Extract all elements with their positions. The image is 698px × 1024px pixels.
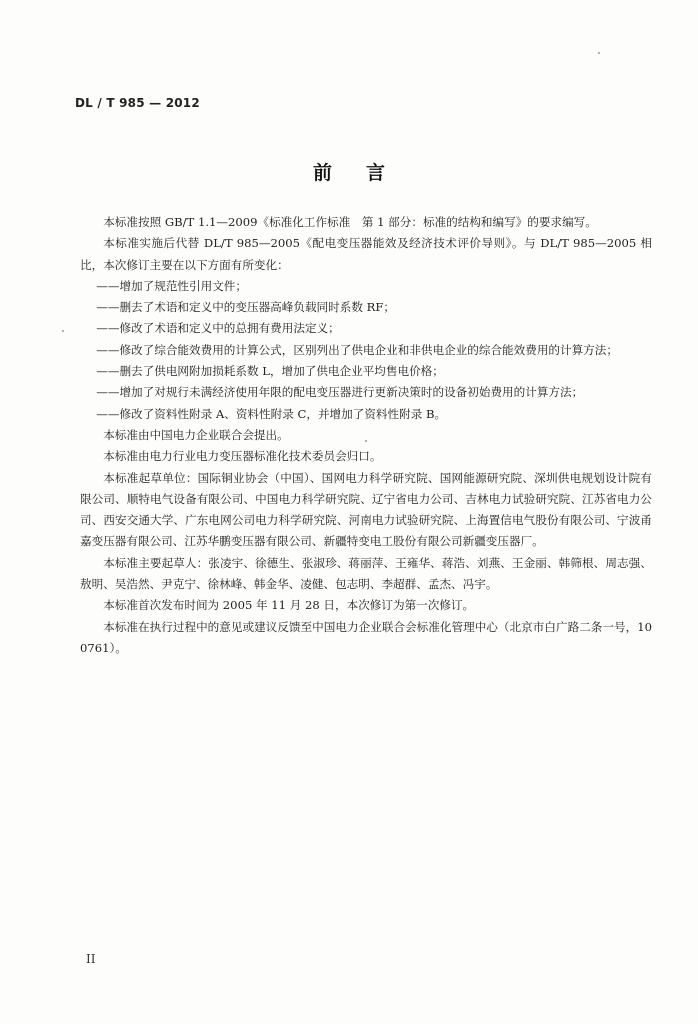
standard-code: DL / T 985 — 2012 [75, 96, 200, 110]
list-item-change: ——删去了供电网附加损耗系数 L，增加了供电企业平均售电价格； [96, 364, 444, 379]
paragraph-drafters: 本标准主要起草人：张凌宇、徐德生、张淑珍、蒋丽萍、王雍华、蒋浩、刘燕、王金丽、韩筛根、周志强、敖明、吴浩然、尹克宁、徐林峰、韩金华、凌健、包志明、李超群、孟杰、冯宇。 [80, 555, 652, 592]
paragraph-proposer: 本标准由中国电力企业联合会提出。 [103, 427, 289, 442]
page-title: 前言 [312, 162, 419, 184]
page-number: II [86, 952, 96, 966]
paragraph-feedback: 本标准在执行过程中的意见或建议反馈至中国电力企业联合会标准化管理中心（北京市白广路二条一号，100761）。 [80, 619, 652, 655]
list-item-change: ——增加了规范性引用文件； [96, 278, 247, 293]
foreword-body [80, 212, 652, 659]
paragraph-drafting-rules: 本标准按照 GB/T 1.1—2009《标准化工作标准 第 1 部分：标准的结构和编写》的要求编写。 [103, 215, 597, 229]
list-item-change: ——修改了术语和定义中的总拥有费用法定义； [96, 321, 340, 336]
list-item-change: ——修改了资料性附录 A、资料性附录 C，并增加了资料性附录 B。 [96, 406, 447, 421]
list-item-change: ——增加了对规行未满经济使用年限的配电变压器进行更新决策时的设备初始费用的计算方法； [96, 385, 584, 400]
paragraph-first-release: 本标准首次发布时间为 2005 年 11 月 28 日，本次修订为第一次修订。 [103, 598, 475, 613]
scan-speck [365, 440, 367, 442]
list-item-change: ——修改了综合能效费用的计算公式，区别列出了供电企业和非供电企业的综合能效费用的计算方法； [96, 342, 618, 357]
scan-speck [598, 52, 600, 54]
paragraph-committee: 本标准由电力行业电力变压器标准化技术委员会归口。 [103, 449, 382, 464]
scan-speck [62, 330, 64, 332]
paragraph-replaces: 本标准实施后代替 DL/T 985—2005《配电变压器能效及经济技术评价导则》。与 DL/T 985—2005 相比，本次修订主要在以下方面有所变化： [80, 236, 652, 272]
paragraph-drafting-units: 本标准起草单位：国际铜业协会（中国）、国网电力科学研究院、国网能源研究院、深圳供电规划设计院有限公司、顺特电气设备有限公司、中国电力科学研究院、辽宁省电力公司、吉林电力试验研究院、江苏省电力公司、西安交通大学、广东电网公司电力科学研究院、河南电力试验研究院、上海置信电气股份有限公司、宁波甬嘉变压器有限公司、江苏华鹏变压器有限公司、新疆特变电工股份有限公司新疆变压器厂。 [80, 470, 652, 549]
list-item-change: ——删去了术语和定义中的变压器高峰负载同时系数 RF； [96, 300, 395, 315]
